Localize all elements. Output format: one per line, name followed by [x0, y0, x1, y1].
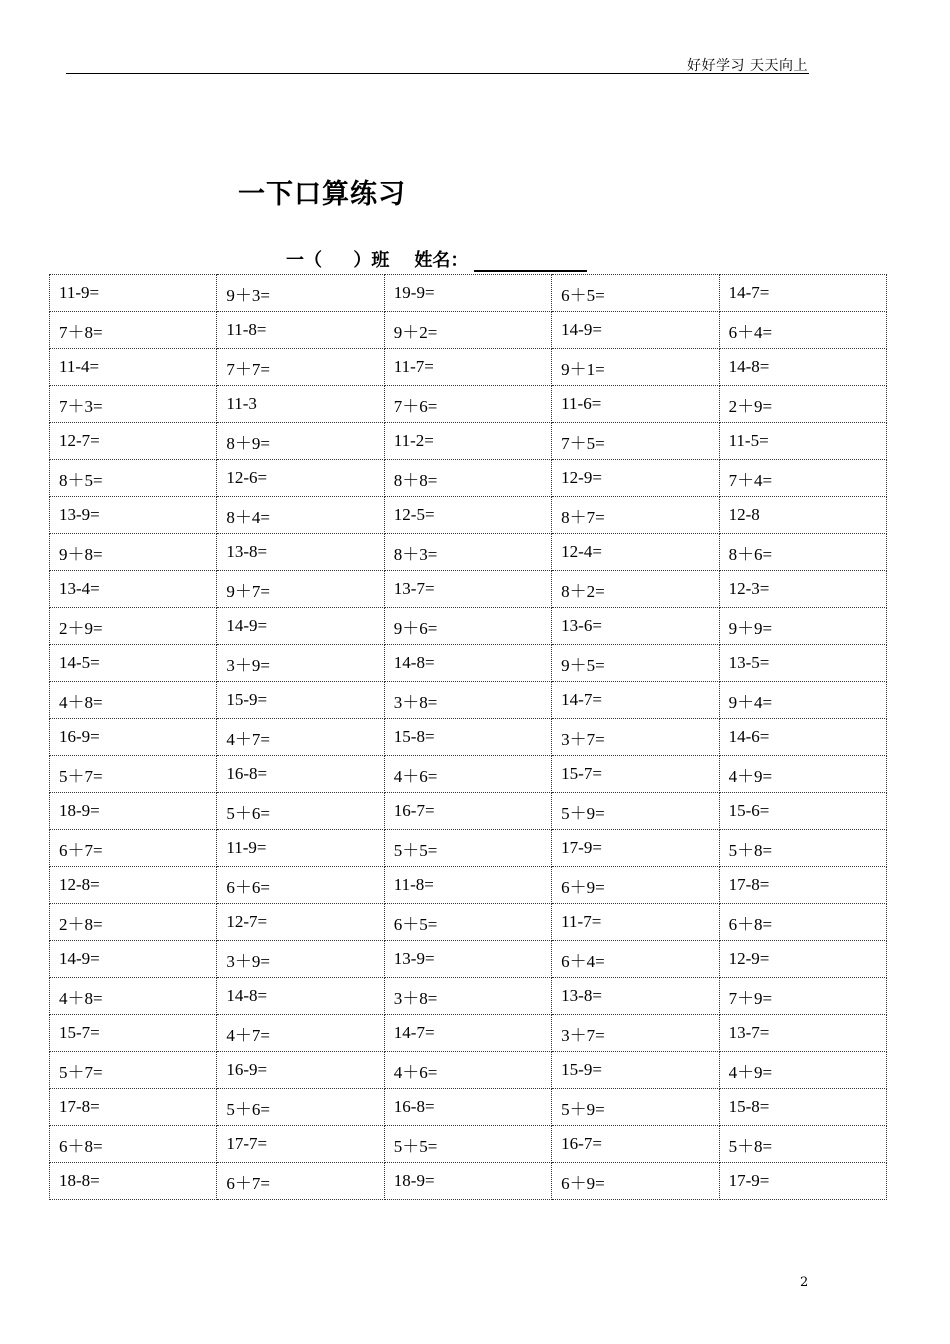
table-row [50, 830, 887, 867]
problem-cell: 9＋3= [217, 275, 384, 312]
problem-cell: 9＋5= [552, 645, 719, 682]
class-name-label: 一（ ）班 姓名： [286, 250, 469, 271]
problem-cell: 17-9= [552, 830, 719, 867]
problem-cell: 4＋8= [50, 978, 217, 1015]
table-row [50, 793, 887, 830]
problem-cell: 12-9= [719, 941, 886, 978]
problem-cell: 13-7= [384, 571, 551, 608]
table-row [50, 349, 887, 386]
header-rule [66, 73, 809, 74]
problem-cell: 14-8= [719, 349, 886, 386]
problem-cell: 5＋5= [384, 1126, 551, 1163]
problem-cell: 9＋8= [50, 534, 217, 571]
table-row [50, 756, 887, 793]
problem-cell: 11-8= [217, 312, 384, 349]
table-row [50, 312, 887, 349]
problem-cell: 5＋6= [217, 793, 384, 830]
problem-cell: 12-4= [552, 534, 719, 571]
problem-cell: 16-7= [552, 1126, 719, 1163]
problem-cell: 9＋1= [552, 349, 719, 386]
problem-cell: 7＋5= [552, 423, 719, 460]
table-row [50, 1089, 887, 1126]
table-row [50, 867, 887, 904]
problem-cell: 4＋9= [719, 756, 886, 793]
problem-cell: 17-9= [719, 1163, 886, 1200]
problem-cell: 13-5= [719, 645, 886, 682]
table-row [50, 460, 887, 497]
problem-cell: 15-9= [552, 1052, 719, 1089]
table-row [50, 904, 887, 941]
table-row [50, 1163, 887, 1200]
problem-cell: 13-7= [719, 1015, 886, 1052]
problem-cell: 3＋7= [552, 1015, 719, 1052]
problem-cell: 14-8= [384, 645, 551, 682]
problem-cell: 16-9= [217, 1052, 384, 1089]
problem-cell: 9＋6= [384, 608, 551, 645]
problem-cell: 16-9= [50, 719, 217, 756]
problem-cell: 14-6= [719, 719, 886, 756]
problem-cell: 3＋7= [552, 719, 719, 756]
problem-cell: 18-8= [50, 1163, 217, 1200]
problem-cell: 13-9= [384, 941, 551, 978]
problem-cell: 11-7= [552, 904, 719, 941]
problem-cell: 15-7= [50, 1015, 217, 1052]
problem-cell: 3＋8= [384, 978, 551, 1015]
problem-cell: 4＋7= [217, 719, 384, 756]
problem-cell: 6＋5= [552, 275, 719, 312]
class-name-line [286, 246, 587, 272]
problem-cell: 13-9= [50, 497, 217, 534]
table-row [50, 608, 887, 645]
problem-cell: 7＋9= [719, 978, 886, 1015]
table-row [50, 1052, 887, 1089]
problem-cell: 11-6= [552, 386, 719, 423]
worksheet-title: 一下口算练习 [238, 179, 406, 210]
table-row [50, 1126, 887, 1163]
problem-cell: 14-9= [217, 608, 384, 645]
problem-cell: 9＋4= [719, 682, 886, 719]
problem-cell: 11-9= [217, 830, 384, 867]
name-blank-line [474, 250, 587, 272]
arithmetic-table [49, 274, 887, 1200]
table-row [50, 275, 887, 312]
problem-cell: 18-9= [384, 1163, 551, 1200]
problem-cell: 17-7= [217, 1126, 384, 1163]
problem-cell: 13-4= [50, 571, 217, 608]
problem-cell: 14-9= [50, 941, 217, 978]
problem-cell: 8＋3= [384, 534, 551, 571]
problem-cell: 6＋9= [552, 1163, 719, 1200]
header-motto: 好好学习 天天向上 [687, 58, 808, 74]
table-row [50, 497, 887, 534]
problem-cell: 14-7= [719, 275, 886, 312]
problem-cell: 9＋2= [384, 312, 551, 349]
problem-cell: 12-9= [552, 460, 719, 497]
problem-cell: 7＋8= [50, 312, 217, 349]
problem-cell: 12-7= [217, 904, 384, 941]
table-row [50, 682, 887, 719]
table-row [50, 534, 887, 571]
problem-cell: 14-7= [552, 682, 719, 719]
page-number: 2 [800, 1275, 809, 1290]
problem-cell: 4＋6= [384, 756, 551, 793]
problem-cell: 18-9= [50, 793, 217, 830]
problem-cell: 8＋9= [217, 423, 384, 460]
table-row [50, 423, 887, 460]
table-row [50, 571, 887, 608]
problem-cell: 14-9= [552, 312, 719, 349]
problem-cell: 15-8= [719, 1089, 886, 1126]
problem-cell: 7＋4= [719, 460, 886, 497]
problem-cell: 15-7= [552, 756, 719, 793]
problem-cell: 6＋7= [217, 1163, 384, 1200]
problem-cell: 17-8= [50, 1089, 217, 1126]
problem-cell: 11-9= [50, 275, 217, 312]
problem-cell: 7＋6= [384, 386, 551, 423]
problem-cell: 11-7= [384, 349, 551, 386]
problem-cell: 6＋4= [552, 941, 719, 978]
problem-cell: 14-8= [217, 978, 384, 1015]
problem-cell: 5＋7= [50, 1052, 217, 1089]
problem-cell: 3＋8= [384, 682, 551, 719]
problem-cell: 12-6= [217, 460, 384, 497]
problem-cell: 8＋7= [552, 497, 719, 534]
problem-cell: 9＋7= [217, 571, 384, 608]
problem-cell: 5＋6= [217, 1089, 384, 1126]
problem-cell: 17-8= [719, 867, 886, 904]
problem-cell: 11-3 [217, 386, 384, 423]
problem-cell: 6＋4= [719, 312, 886, 349]
problem-cell: 4＋8= [50, 682, 217, 719]
table-row [50, 719, 887, 756]
problem-cell: 15-6= [719, 793, 886, 830]
problem-cell: 12-5= [384, 497, 551, 534]
problem-cell: 2＋9= [50, 608, 217, 645]
problem-cell: 5＋8= [719, 830, 886, 867]
problem-cell: 6＋6= [217, 867, 384, 904]
problem-cell: 6＋8= [719, 904, 886, 941]
problem-cell: 5＋9= [552, 793, 719, 830]
problem-cell: 8＋5= [50, 460, 217, 497]
problem-cell: 11-8= [384, 867, 551, 904]
problem-cell: 16-7= [384, 793, 551, 830]
problem-cell: 5＋9= [552, 1089, 719, 1126]
problem-cell: 12-8= [50, 867, 217, 904]
table-row [50, 941, 887, 978]
problem-cell: 15-9= [217, 682, 384, 719]
problem-cell: 8＋6= [719, 534, 886, 571]
problem-cell: 11-4= [50, 349, 217, 386]
problem-cell: 19-9= [384, 275, 551, 312]
problem-cell: 2＋9= [719, 386, 886, 423]
problem-cell: 16-8= [384, 1089, 551, 1126]
problem-cell: 13-8= [217, 534, 384, 571]
problem-cell: 7＋3= [50, 386, 217, 423]
problem-cell: 14-7= [384, 1015, 551, 1052]
problem-cell: 6＋8= [50, 1126, 217, 1163]
problem-cell: 7＋7= [217, 349, 384, 386]
problem-cell: 4＋6= [384, 1052, 551, 1089]
problem-cell: 13-8= [552, 978, 719, 1015]
table-row [50, 1015, 887, 1052]
problem-cell: 14-5= [50, 645, 217, 682]
problem-cell: 8＋8= [384, 460, 551, 497]
problem-cell: 6＋7= [50, 830, 217, 867]
problem-cell: 6＋9= [552, 867, 719, 904]
table-row [50, 645, 887, 682]
problem-cell: 5＋5= [384, 830, 551, 867]
problem-cell: 5＋7= [50, 756, 217, 793]
problem-cell: 15-8= [384, 719, 551, 756]
problem-cell: 11-2= [384, 423, 551, 460]
problem-cell: 16-8= [217, 756, 384, 793]
problem-cell: 4＋9= [719, 1052, 886, 1089]
problem-cell: 12-8 [719, 497, 886, 534]
problem-cell: 9＋9= [719, 608, 886, 645]
problem-cell: 3＋9= [217, 645, 384, 682]
problem-cell: 12-7= [50, 423, 217, 460]
problem-cell: 8＋2= [552, 571, 719, 608]
problem-cell: 11-5= [719, 423, 886, 460]
problem-cell: 3＋9= [217, 941, 384, 978]
problem-cell: 5＋8= [719, 1126, 886, 1163]
problem-cell: 12-3= [719, 571, 886, 608]
table-row [50, 978, 887, 1015]
problem-cell: 6＋5= [384, 904, 551, 941]
table-row [50, 386, 887, 423]
problem-cell: 2＋8= [50, 904, 217, 941]
problem-cell: 8＋4= [217, 497, 384, 534]
problem-cell: 13-6= [552, 608, 719, 645]
problem-cell: 4＋7= [217, 1015, 384, 1052]
